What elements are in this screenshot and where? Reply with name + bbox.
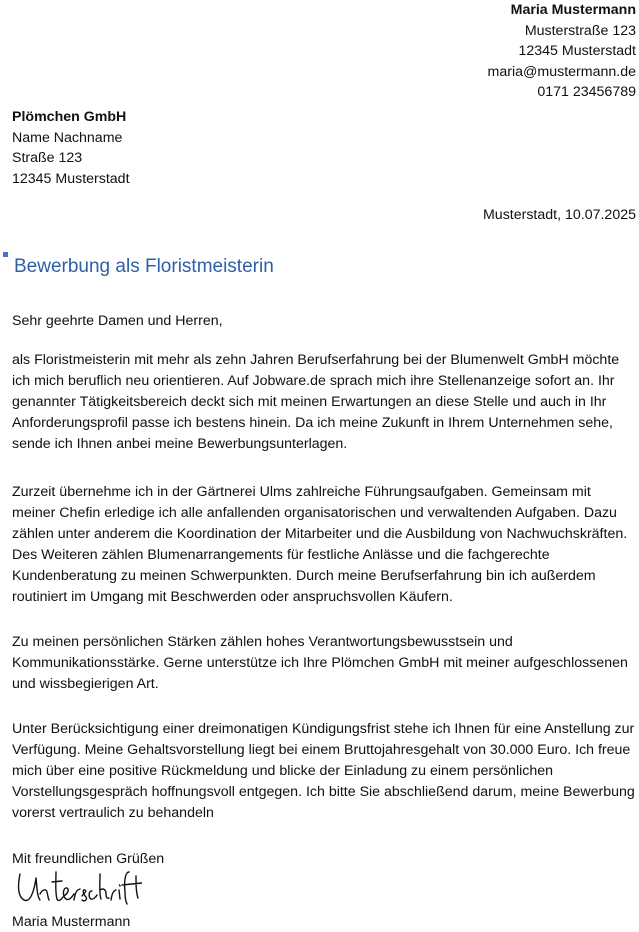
salutation: Sehr geehrte Damen und Herren, [12,313,223,329]
letter-date: Musterstadt, 10.07.2025 [482,207,636,223]
signer-name: Maria Mustermann [12,914,131,930]
sender-block [488,0,636,103]
sender-email: maria@mustermann.de [487,63,636,80]
body-paragraph-2: Zurzeit übernehme ich in der Gärtnerei Ulms zahlreiche Führungsaufgaben. Gemeinsam mit meiner Chefin erledige ich alle anfallenden organisatorischen und verwaltenden Aufgaben. Dazu zählen unter anderem die Koordination der Mitarbeiter und die Ausbildung von Nachwuchskräften. Des Weiteren zählen Blumenarrangements für festliche Anlässe und die fachgerechte Kundenberatung zu meinen Schwerpunkten. Durch meine Berufserfahrung bin ich außerdem routiniert im Umgang mit Beschwerden oder anspruchsvollen Käufern. [12,484,628,605]
closing: Mit freundlichen Grüßen [12,851,165,867]
sender-city: 12345 Musterstadt [518,43,636,59]
body-paragraph-3: Zu meinen persönlichen Stärken zählen hohes Verantwortungsbewusstsein und Kommunikationsstärke. Gerne unterstütze ich Ihre Plömchen GmbH mit meiner aufgeschlossenen und wissbegierigen Art. [12,634,628,692]
recipient-block [12,107,130,189]
sender-street: Musterstraße 123 [524,22,636,39]
sender-phone: 0171 23456789 [537,84,636,100]
letter-subject: Bewerbung als Floristmeisterin [14,256,274,277]
sender-name: Maria Mustermann [510,2,636,18]
signature-graphic [12,866,142,910]
body-paragraph-1: als Floristmeisterin mit mehr als zehn Jahren Berufserfahrung bei der Blumenwelt GmbH möchte ich mich beruflich neu orientieren. Auf Jobware.de sprach mich ihre Stellenanzeige sofort an. Ihr genannter Tätigkeitsbereich deckt sich mit meinen Erwartungen an diese Stelle und auch in Ihr Anforderungsprofil passe ich bestens hinein. Da ich meine Zukunft in Ihrem Unternehmen sehe, sende ich Ihnen anbei meine Bewerbungsunterlagen. [12,352,620,452]
recipient-city: 12345 Musterstadt [12,170,130,187]
handwritten-signature [12,866,142,910]
body-paragraph-4: Unter Berücksichtigung einer dreimonatigen Kündigungsfrist stehe ich Ihnen für eine Anstellung zur Verfügung. Meine Gehaltsvorstellung liegt bei einem Bruttojahresgehalt von 30.000 Euro. Ich freue mich über eine positive Rückmeldung und blicke der Einladung zu einem persönlichen Vorstellungsgespräch hoffnungsvoll entgegen. Ich bitte Sie abschließend darum, meine Bewerbung vorerst vertraulich zu behandeln [12,721,635,821]
recipient-company: Plömchen GmbH [12,109,127,125]
subject-marker [3,252,8,257]
recipient-contact: Name Nachname [12,129,123,146]
recipient-street: Straße 123 [12,150,83,166]
